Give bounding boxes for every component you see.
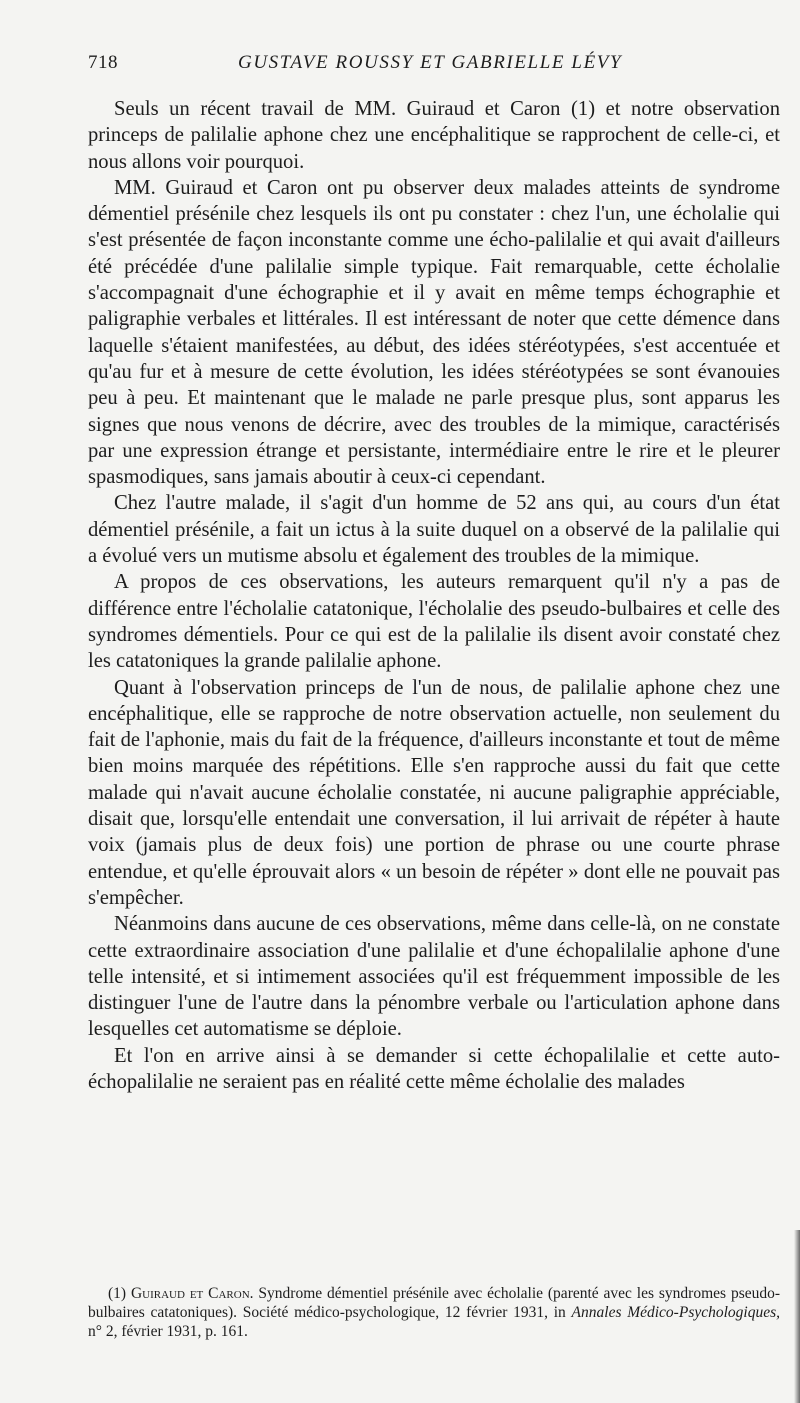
body-text	[88, 96, 780, 1095]
footnote-marker: (1)	[108, 1285, 127, 1302]
footnote-text: Syndrome démentiel présénile avec écholalie (parenté avec les syndromes pseudo-bulbaires catatoniques). Société médico-psychologique, 12 février 1931, in	[88, 1285, 781, 1321]
footnote-tail: n° 2, février 1931, p. 161.	[88, 1323, 248, 1340]
paragraph: Chez l'autre malade, il s'agit d'un homme de 52 ans qui, au cours d'un état démentiel présénile, a fait un ictus à la suite duquel on a observé de la palilalie qui a évolué vers un mutisme absolu et également des troubles de la mimique.	[88, 492, 780, 568]
footnote-journal: Annales Médico-Psychologiques,	[571, 1304, 781, 1321]
page-number: 718	[88, 52, 118, 73]
running-head: GUSTAVE ROUSSY ET GABRIELLE LÉVY	[238, 52, 623, 73]
footnote-authors: Guiraud et Caron.	[130, 1285, 254, 1302]
paragraph: A propos de ces observations, les auteurs remarquent qu'il n'y a pas de différence entre l'écholalie catatonique, l'écholalie des pseudo-bulbaires et celle des syndromes démentiels. Pour ce qui est de la palilalie ils disent avoir constaté chez les catatoniques la grande palilalie aphone.	[88, 571, 780, 673]
footnote	[88, 1284, 780, 1341]
paragraph: Néanmoins dans aucune de ces observations, même dans celle-là, on ne constate cette extraordinaire association d'une palilalie et d'une échopalilalie aphone d'une telle intensité, et si intimement associées qu'il est fréquemment impossible de les distinguer l'une de l'autre dans la pénombre verbale ou l'articulation aphone dans lesquelles cet automatisme se déploie.	[88, 913, 780, 1041]
paragraph: Quant à l'observation princeps de l'un de nous, de palilalie aphone chez une encéphalitique, elle se rapproche de notre observation actuelle, non seulement du fait de l'aphonie, mais du fait de la fréquence, d'ailleurs inconstante et tout de même bien moins marquée des répétitions. Elle s'en rapproche aussi du fait que cette malade qui n'avait aucune écholalie constatée, ni aucune paligraphie appréciable, disait que, lorsqu'elle entendait une conversation, il lui arrivait de répéter à haute voix (jamais plus de deux fois) une portion de phrase ou une courte phrase entendue, et qu'elle éprouvait alors « un besoin de répéter » dont elle ne pouvait pas s'empêcher.	[88, 676, 780, 909]
paragraph: Seuls un récent travail de MM. Guiraud et Caron (1) et notre observation princeps de palilalie aphone chez une encéphalitique se rapprochent de celle-ci, et nous allons voir pourquoi.	[88, 98, 780, 173]
paragraph: MM. Guiraud et Caron ont pu observer deux malades atteints de syndrome démentiel présénile chez lesquels ils ont pu constater : chez l'un, une écholalie qui s'est présentée de façon inconstante comme une écho-palilalie et qui avait d'ailleurs été précédée d'une palilalie simple typique. Fait remarquable, cette écholalie s'accompagnait d'une échographie et il y avait en même temps échographie et paligraphie verbales et littérales. Il est intéressant de noter que cette démence dans laquelle s'étaient manifestées, au début, des idées stéréotypées, s'est accentuée et qu'au fur et à mesure de cette évolution, les idées stéréotypées se sont évanouies peu à peu. Et maintenant que le malade ne parle presque plus, sont apparus les signes que nous venons de décrire, avec des troubles de la mimique, caractérisés par une expression étrange et persistante, intermédiaire entre le rire et le pleurer spasmodiques, sans jamais aboutir à ceux-ci cependant.	[88, 176, 780, 489]
paragraph: Et l'on en arrive ainsi à se demander si cette échopalilalie et cette auto-échopalilalie ne seraient pas en réalité cette même écholalie des malades	[88, 1044, 780, 1093]
page-edge-shadow	[794, 1230, 800, 1403]
